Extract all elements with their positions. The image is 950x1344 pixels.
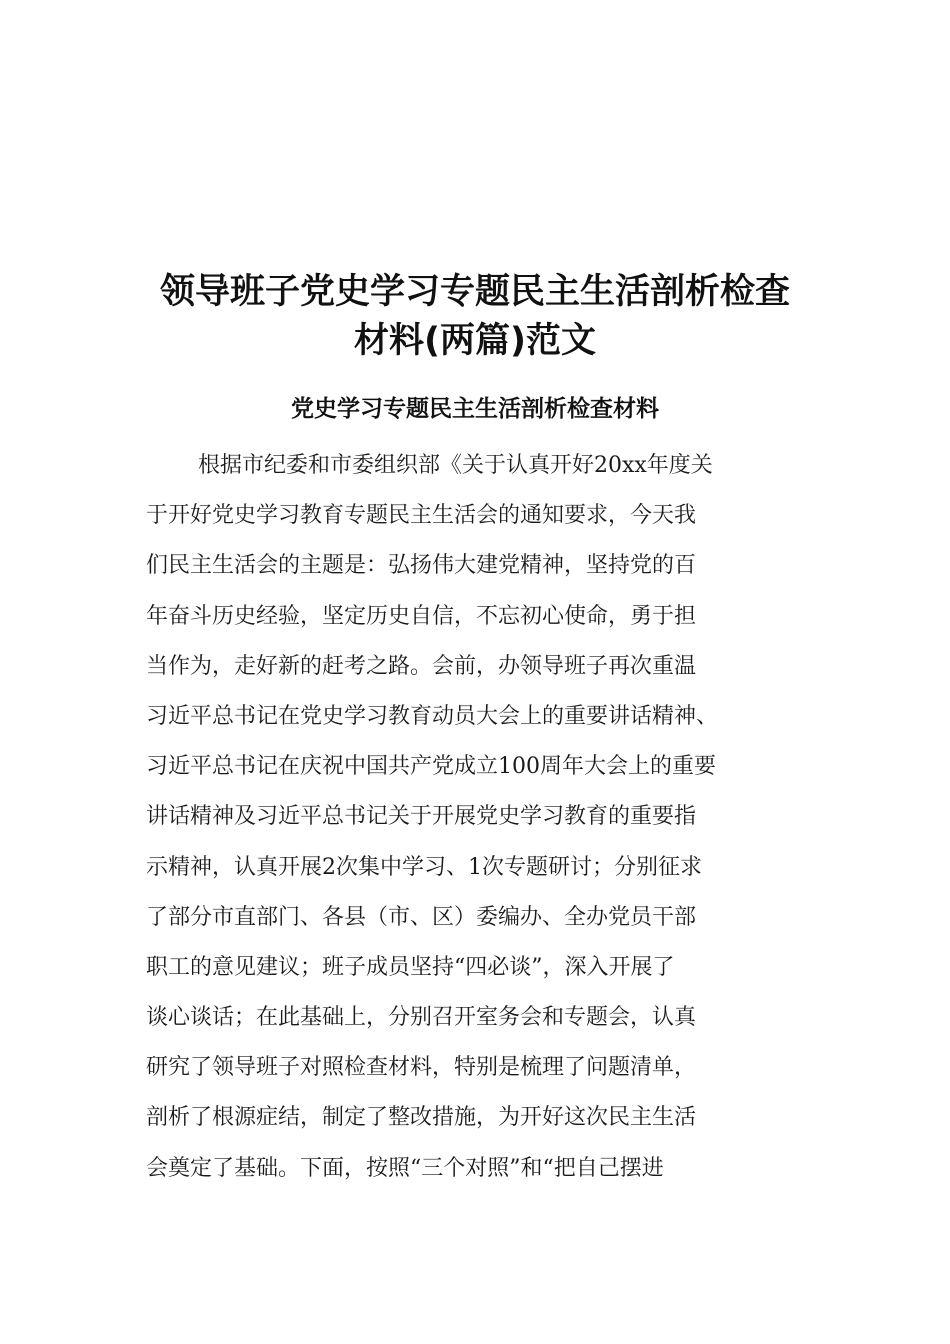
- section-heading: 党史学习专题民主生活剖析检查材料: [291, 396, 659, 422]
- document-title-line: 领导班子党史学习专题民主生活剖析检查: [159, 272, 790, 312]
- body-line: 于开好党史学习教育专题民主生活会的通知要求，今天我: [146, 503, 697, 529]
- body-line: 们民主生活会的主题是：弘扬伟大建党精神，坚持党的百: [146, 553, 697, 579]
- body-line: 研究了领导班子对照检查材料，特别是梳理了问题清单，: [146, 1055, 697, 1081]
- body-line: 会奠定了基础。下面，按照“三个对照”和“把自己摆进: [146, 1155, 664, 1181]
- body-line: 当作为，走好新的赶考之路。会前，办领导班子再次重温: [146, 653, 697, 679]
- body-line: 年奋斗历史经验，坚定历史自信，不忘初心使命，勇于担: [146, 603, 697, 629]
- document-title: [120, 268, 830, 366]
- body-paragraph: [146, 441, 816, 1194]
- body-line: 示精神，认真开展2次集中学习、1次专题研讨；分别征求: [146, 854, 702, 880]
- body-line: 习近平总书记在党史学习教育动员大会上的重要讲话精神、: [146, 703, 719, 729]
- body-line: 了部分市直部门、各县（市、区）委编办、全办党员干部: [146, 904, 697, 930]
- document-title-line: 材料(两篇)范文: [354, 321, 596, 361]
- body-line: 职工的意见建议；班子成员坚持“四必谈”，深入开展了: [146, 954, 675, 980]
- body-line: 剖析了根源症结，制定了整改措施，为开好这次民主生活: [146, 1105, 697, 1131]
- body-line: 根据市纪委和市委组织部《关于认真开好20xx年度关: [198, 453, 713, 478]
- body-line: 讲话精神及习近平总书记关于开展党史学习教育的重要指: [146, 804, 697, 830]
- body-line: 习近平总书记在庆祝中国共产党成立100周年大会上的重要: [146, 754, 716, 780]
- body-line: 谈心谈话；在此基础上，分别召开室务会和专题会，认真: [146, 1005, 697, 1031]
